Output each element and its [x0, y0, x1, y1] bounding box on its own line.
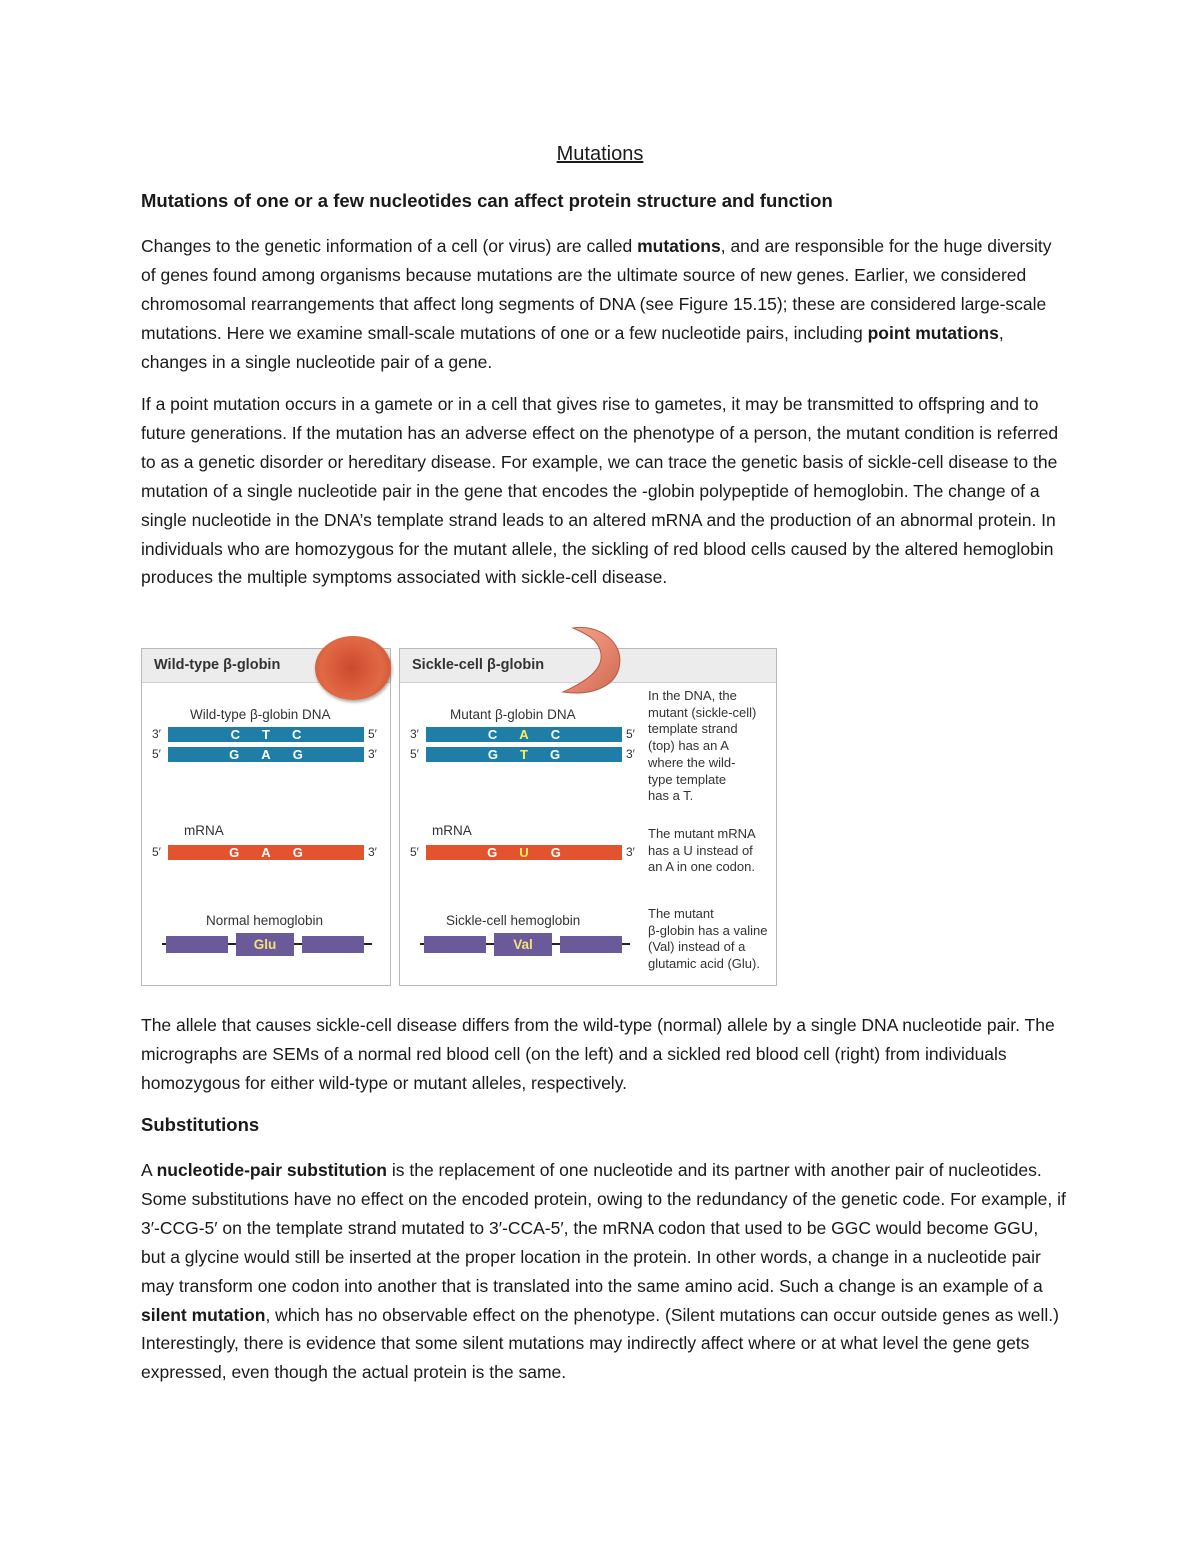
annotation-line: (top) has an A	[648, 738, 729, 754]
sickle-hemoglobin-label: Sickle-cell hemoglobin	[446, 913, 581, 928]
wild-type-template-strand	[168, 727, 364, 742]
wild-type-mrna-strand	[168, 845, 364, 860]
glu-residue: Glu	[236, 933, 294, 956]
mutant-dna-label: Mutant β-globin DNA	[450, 707, 576, 722]
sickle-cell-figure	[141, 648, 777, 986]
dna-end-label: 3′	[626, 747, 635, 761]
dna-end-label: 5′	[368, 727, 377, 741]
section-heading-mutations: Mutations of one or a few nucleotides can affect protein structure and function	[141, 190, 833, 211]
page-title: Mutations	[556, 143, 644, 165]
normal-hemoglobin-chain	[162, 929, 372, 959]
mutated-base: U	[519, 845, 529, 860]
dna-end-label: 5′	[410, 747, 419, 761]
mrna-end-label: 5′	[152, 845, 161, 859]
base: G	[292, 747, 303, 762]
polypeptide-segment	[560, 936, 622, 953]
base: G	[487, 845, 498, 860]
annotation-line: The mutant	[648, 906, 714, 921]
base: C	[230, 727, 241, 742]
paragraph-intro	[141, 232, 1066, 377]
annotation-line: In the DNA, the	[648, 688, 737, 703]
annotation-line: The mutant mRNA	[648, 826, 756, 841]
base: G	[550, 845, 561, 860]
term-silent-mutation: silent mutation	[141, 1304, 266, 1325]
mutant-template-strand	[426, 727, 622, 742]
base: G	[292, 845, 303, 860]
base: T	[262, 727, 270, 742]
paragraph-figure-caption: The allele that causes sickle-cell disease differs from the wild-type (normal) allele by a single DNA nucleotide pair. The micrographs are SEMs of a normal red blood cell (on the left) and a sickled red blood cell (right) from individuals homozygous for either wild-type or mutant alleles, respectively.	[141, 1015, 1055, 1093]
normal-hemoglobin-label: Normal hemoglobin	[206, 913, 324, 928]
base: A	[261, 747, 271, 762]
paragraph-substitutions-text-2: is the replacement of one nucleotide and its partner with another pair of nucleotides. Some substitutions have no effect on the encoded protein, owing to the redundancy of the genetic code. For example, if 3′-CCG-5′ on the template strand mutated to 3′-CCA-5′, the mRNA codon that used to be GGC would become GGU, but a glycine would still be inserted at the proper location in the protein. In other words, a change in a nucleotide pair may transform one codon into another that is translated into the same amino acid. Such a change is an example of a	[141, 1160, 1066, 1296]
annotation-line: an A in one codon.	[648, 859, 755, 875]
paragraph-point-mutation: If a point mutation occurs in a gamete or in a cell that gives rise to gametes, it may be transmitted to offspring and to future generations. If the mutation has an adverse effect on the phenotype of a person, the mutant condition is referred to as a genetic disorder or hereditary disease. For example, we can trace the genetic basis of sickle-cell disease to the mutation of a single nucleotide pair in the gene that encodes the -globin polypeptide of hemoglobin. The change of a single nucleotide in the DNA’s template strand leads to an altered mRNA and the production of an abnormal protein. In individuals who are homozygous for the mutant allele, the sickling of red blood cells caused by the altered hemoglobin produces the multiple symptoms associated with sickle-cell disease.	[141, 394, 1059, 588]
dna-end-label: 3′	[368, 747, 377, 761]
annotation-line: template strand	[648, 721, 738, 737]
base: C	[550, 727, 561, 742]
dna-end-label: 3′	[152, 727, 161, 741]
polypeptide-segment	[424, 936, 486, 953]
mutant-mrna-label: mRNA	[432, 823, 472, 838]
mrna-end-label: 3′	[368, 845, 377, 859]
annotation-line: has a U instead of	[648, 842, 753, 858]
mrna-annotation	[648, 826, 756, 876]
term-nucleotide-pair-substitution: nucleotide-pair substitution	[156, 1160, 387, 1180]
base: C	[487, 727, 498, 742]
base: G	[549, 747, 561, 762]
base: G	[229, 845, 240, 860]
dna-end-label: 3′	[410, 727, 419, 741]
dna-annotation	[648, 688, 756, 805]
dna-end-label: 5′	[626, 727, 635, 741]
polypeptide-segment	[302, 936, 364, 953]
paragraph-substitutions	[141, 1156, 1066, 1387]
protein-annotation	[648, 906, 768, 973]
mrna-end-label: 3′	[626, 845, 635, 859]
dna-end-label: 5′	[152, 747, 161, 761]
mutant-mrna-strand	[426, 845, 622, 860]
paragraph-substitutions-text-3: , which has no observable effect on the phenotype. (Silent mutations can occur outside genes as well.) Interestingly, there is evidence that some silent mutations may indirectly affect where or at what level the gene gets expressed, even though the actual protein is the same.	[141, 1304, 1059, 1383]
base: G	[487, 747, 499, 762]
polypeptide-segment	[166, 936, 228, 953]
mutant-coding-strand	[426, 747, 622, 762]
mrna-end-label: 5′	[410, 845, 419, 859]
annotation-line: (Val) instead of a	[648, 939, 746, 955]
base: C	[291, 727, 302, 742]
mutated-base: A	[519, 727, 529, 742]
annotation-line: glutamic acid (Glu).	[648, 956, 760, 972]
wild-type-panel-title: Wild-type β-globin	[142, 649, 390, 683]
base: A	[261, 845, 271, 860]
term-mutations: mutations	[637, 236, 721, 256]
mutated-base: T	[520, 747, 528, 762]
paragraph-intro-text-3: , changes in a single nucleotide pair of a gene.	[141, 322, 1004, 372]
annotation-line: β-globin has a valine	[648, 922, 768, 938]
section-heading-substitutions: Substitutions	[141, 1114, 260, 1135]
sickle-red-blood-cell-image	[559, 622, 629, 698]
wild-type-dna-label: Wild-type β-globin DNA	[190, 707, 331, 722]
val-residue: Val	[494, 933, 552, 956]
sickle-cell-panel-title: Sickle-cell β-globin	[400, 649, 776, 683]
annotation-line: type template	[648, 771, 727, 787]
wild-type-coding-strand	[168, 747, 364, 762]
sickle-hemoglobin-chain	[420, 929, 630, 959]
annotation-line: mutant (sickle-cell)	[648, 704, 757, 720]
paragraph-substitutions-text-1: A	[141, 1160, 157, 1180]
annotation-line: has a T.	[648, 788, 694, 804]
paragraph-intro-text-1: Changes to the genetic information of a cell (or virus) are called	[141, 236, 638, 256]
wild-type-mrna-label: mRNA	[184, 823, 224, 838]
annotation-line: where the wild-	[648, 754, 736, 770]
paragraph-intro-text-2: , and are responsible for the huge diversity of genes found among organisms because mutations are the ultimate source of new genes. Earlier, we considered chromosomal rearrangements that affect long segments of DNA (see Figure 15.15); these are considered large-scale mutations. Here we examine small-scale mutations of one or a few nucleotide pairs, including	[141, 236, 1052, 343]
term-point-mutations: point mutations	[867, 322, 999, 343]
normal-red-blood-cell-image	[315, 636, 391, 700]
base: G	[229, 747, 240, 762]
